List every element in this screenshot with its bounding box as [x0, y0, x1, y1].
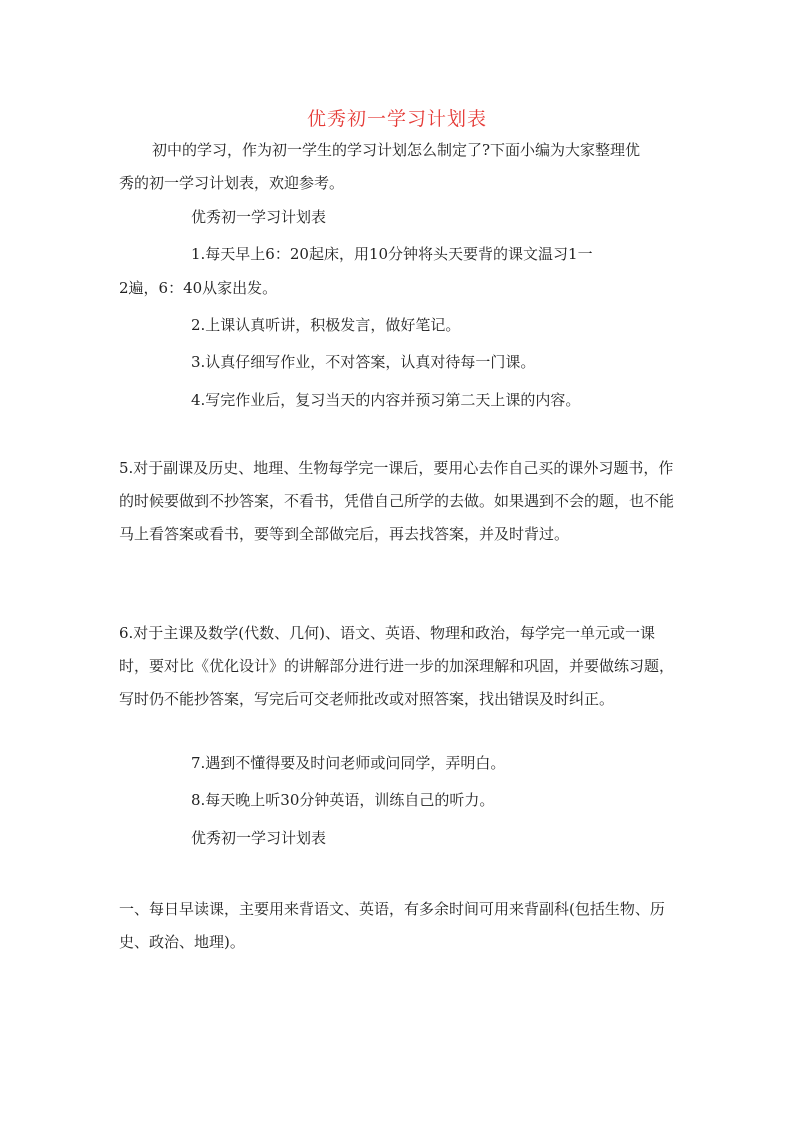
subheading: 优秀初一学习计划表 [191, 829, 327, 847]
list-item-2: 2.上课认真听讲，积极发言，做好笔记。 [191, 316, 461, 334]
list-item-5: 5.对于副课及历史、地理、生物每学完一课后，要用心去作自己买的课外习题书，作的时候要做到不抄答案，不看书，凭借自己所学的去做。如果遇到不会的题，也不能马上看答案或看书，要等到全部做完后，再去找答案，并及时背过。 [119, 459, 675, 543]
list-item-7: 7.遇到不懂得要及时问老师或问同学，弄明白。 [191, 754, 506, 772]
list-item-8: 8.每天晚上听30分钟英语，训练自己的听力。 [191, 791, 495, 809]
list-item-6: 6.对于主课及数学(代数、几何)、语文、英语、物理和政治，每学完一单元或一课时，要对比《优化设计》的讲解部分进行进一步的加深理解和巩固，并要做练习题，写时仍不能抄答案，写完后可交老师批改或对照答案，找出错误及时纠正。 [119, 624, 675, 708]
intro-line-2: 秀的初一学习计划表，欢迎参考。 [119, 174, 345, 192]
list-item-1-line-1: 1.每天早上6：20起床，用10分钟将头天要背的课文温习1一 [191, 245, 593, 263]
list-item-3: 3.认真仔细写作业，不对答案，认真对待每一门课。 [191, 353, 536, 371]
section-1: 一、每日早读课，主要用来背语文、英语，有多余时间可用来背副科(包括生物、历史、政治、地理)。 [119, 900, 665, 951]
intro-line-1: 初中的学习，作为初一学生的学习计划怎么制定了?下面小编为大家整理优 [152, 141, 641, 159]
subheading: 优秀初一学习计划表 [191, 208, 327, 226]
list-item-4: 4.写完作业后，复习当天的内容并预习第二天上课的内容。 [191, 391, 581, 409]
document-title: 优秀初一学习计划表 [306, 108, 487, 130]
list-item-1-line-2: 2遍，6：40从家出发。 [119, 279, 278, 297]
